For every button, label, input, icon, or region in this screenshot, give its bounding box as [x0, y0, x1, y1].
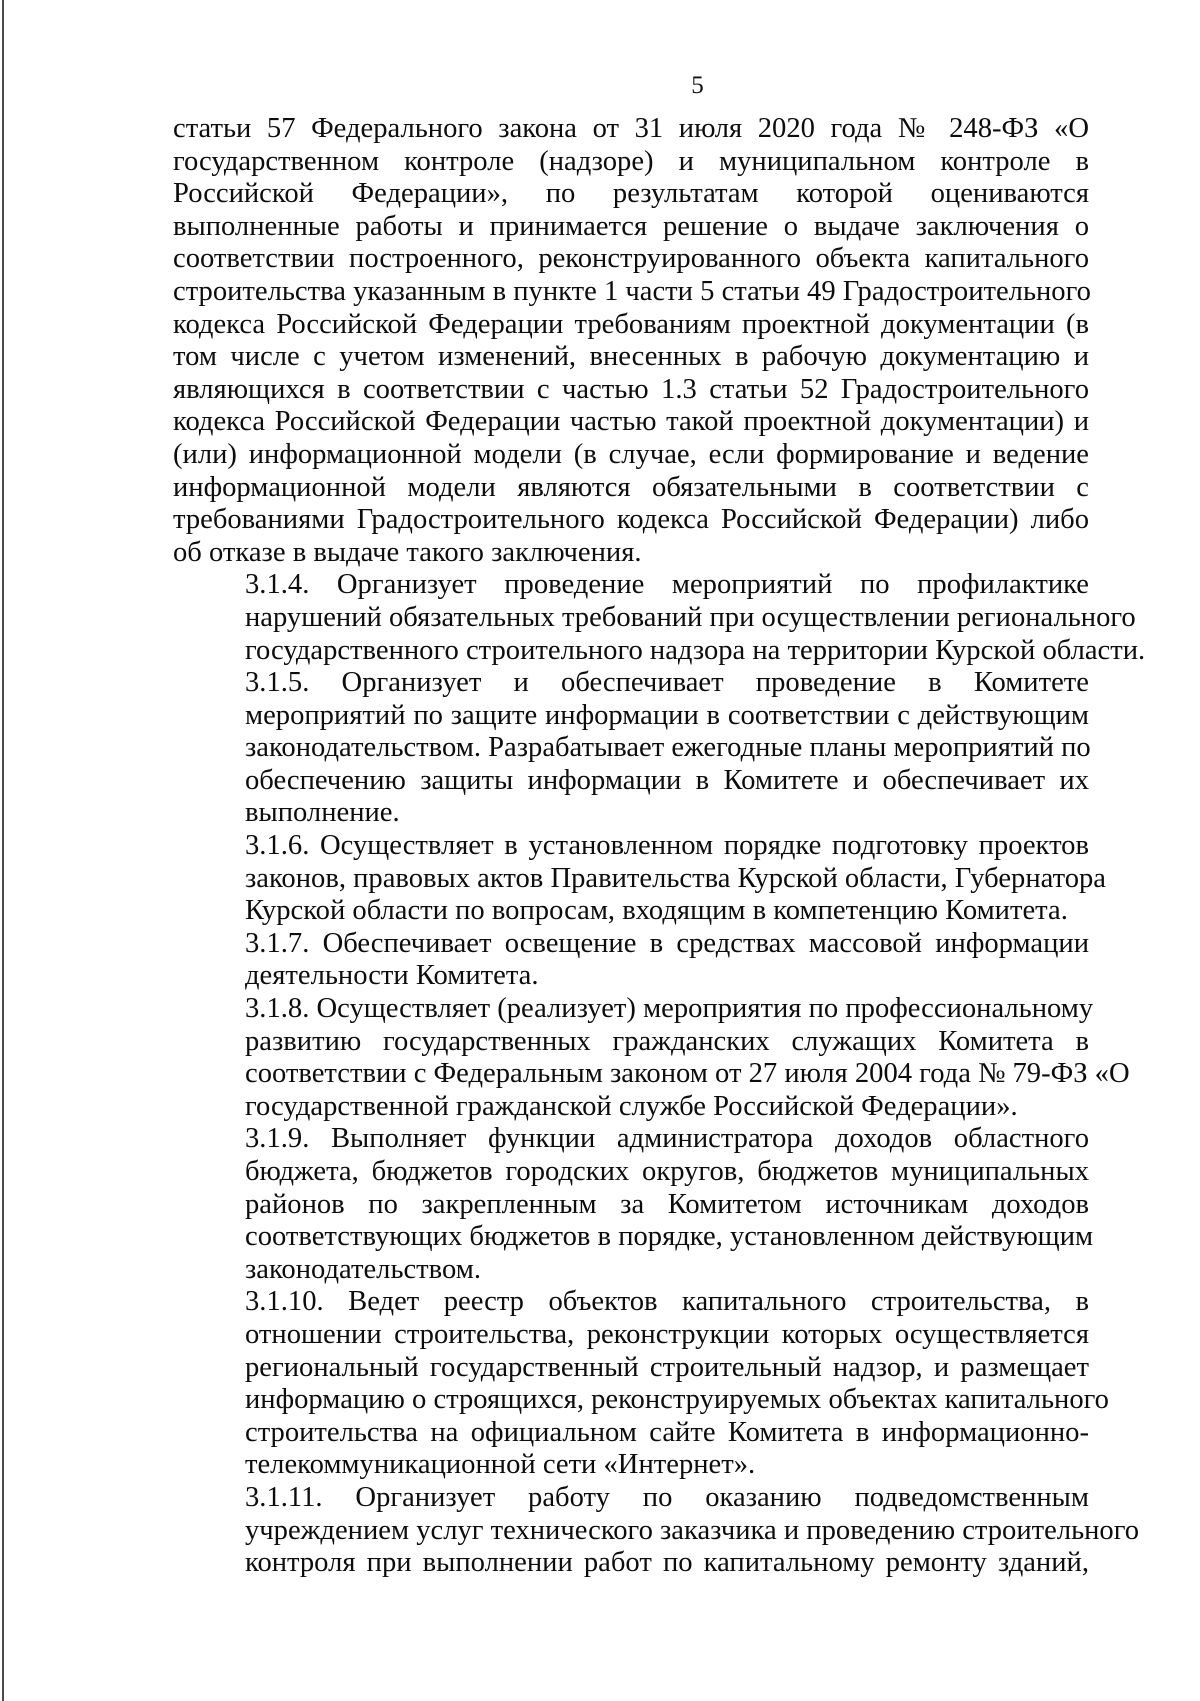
text-line: законов, правовых актов Правительства Курской области, Губернатора [245, 862, 1106, 894]
text-line: статьи 57 Федерального закона от 31 июля 2020 года № 248-ФЗ «О [173, 113, 1089, 144]
scan-edge-line [2, 0, 4, 1701]
text-line: информационной модели являются обязательными в соответствии с [173, 471, 1089, 503]
text-line: требованиями Градостроительного кодекса Российской Федерации) либо [173, 504, 1089, 536]
text-line: обеспечению защиты информации в Комитете и обеспечивает их [245, 764, 1089, 796]
text-line: 3.1.8. Осуществляет (реализует) мероприятия по профессиональному [245, 993, 1094, 1025]
text-line: том числе с учетом изменений, внесенных в рабочую документацию и [173, 341, 1089, 373]
text-line: Курской области по вопросам, входящим в компетенцию Комитета. [245, 895, 1068, 927]
text-line: районов по закрепленным за Комитетом источникам доходов [245, 1188, 1089, 1220]
text-line: бюджета, бюджетов городских округов, бюджетов муниципальных [245, 1156, 1089, 1187]
text-line: региональный государственный строительный надзор, и размещает [245, 1351, 1089, 1383]
text-line: 3.1.7. Обеспечивает освещение в средствах массовой информации [245, 927, 1089, 959]
text-line: информацию о строящихся, реконструируемых объектах капитального [245, 1384, 1109, 1416]
text-line: выполненные работы и принимается решение о выдаче заключения о [173, 210, 1089, 242]
paragraph [173, 1481, 1140, 1580]
text-line: отношении строительства, реконструкции которых осуществляется [245, 1318, 1089, 1350]
text-line: кодекса Российской Федерации требованиям проектной документации (в [173, 308, 1089, 340]
text-line: являющихся в соответствии с частью 1.3 статьи 52 Градостроительного [173, 373, 1089, 405]
text-line: Российской Федерации», по результатам которой оцениваются [173, 178, 1089, 210]
paragraph [173, 569, 1146, 667]
text-line: государственном контроле (надзоре) и муниципальном контроле в [173, 145, 1089, 177]
text-line: законодательством. [245, 1253, 481, 1285]
text-line: телекоммуникационной сети «Интернет». [245, 1449, 756, 1481]
paragraph [173, 830, 1106, 928]
text-line: мероприятий по защите информации в соответствии с действующим [245, 699, 1089, 731]
paragraph [173, 993, 1130, 1123]
text-line: строительства указанным в пункте 1 части 5 статьи 49 Градостроительного [173, 275, 1091, 307]
text-line: деятельности Комитета. [245, 960, 539, 992]
text-line: 3.1.5. Организует и обеспечивает проведение в Комитете [245, 667, 1089, 699]
text-line: учреждением услуг технического заказчика и проведению строительного [245, 1514, 1140, 1546]
text-line: законодательством. Разрабатывает ежегодные планы мероприятий по [245, 732, 1091, 764]
paragraph [173, 1286, 1109, 1482]
document-body [173, 113, 1146, 1580]
text-line: об отказе в выдаче такого заключения. [173, 536, 642, 568]
text-line: 3.1.9. Выполняет функции администратора доходов областного [245, 1123, 1089, 1155]
text-line: государственного строительного надзора на территории Курской области. [245, 634, 1146, 666]
text-line: государственной гражданской службе Российской Федерации». [245, 1090, 1018, 1122]
text-line: 3.1.11. Организует работу по оказанию подведомственным [245, 1481, 1089, 1513]
paragraph [173, 1123, 1094, 1286]
paragraph [173, 667, 1089, 830]
text-line: строительства на официальном сайте Комитета в информационно- [245, 1416, 1089, 1448]
page-number: 5 [691, 72, 704, 99]
text-line: соответствующих бюджетов в порядке, установленном действующим [245, 1221, 1094, 1253]
paragraph [173, 928, 1089, 993]
text-line: нарушений обязательных требований при осуществлении регионального [245, 601, 1136, 633]
text-line: кодекса Российской Федерации частью такой проектной документации) и [173, 406, 1089, 438]
text-line: 3.1.6. Осуществляет в установленном порядке подготовку проектов [245, 830, 1089, 862]
text-line: контроля при выполнении работ по капитальному ремонту зданий, [245, 1547, 1089, 1579]
paragraph [173, 113, 1089, 569]
text-line: 3.1.4. Организует проведение мероприятий по профилактике [245, 569, 1089, 601]
text-line: (или) информационной модели (в случае, если формирование и ведение [173, 438, 1089, 470]
text-line: выполнение. [245, 797, 400, 829]
text-line: развитию государственных гражданских служащих Комитета в [245, 1025, 1089, 1057]
text-line: соответствии с Федеральным законом от 27 июля 2004 года № 79-ФЗ «О [245, 1058, 1130, 1090]
text-line: 3.1.10. Ведет реестр объектов капитального строительства, в [245, 1286, 1089, 1318]
text-line: соответствии построенного, реконструированного объекта капитального [173, 243, 1089, 275]
